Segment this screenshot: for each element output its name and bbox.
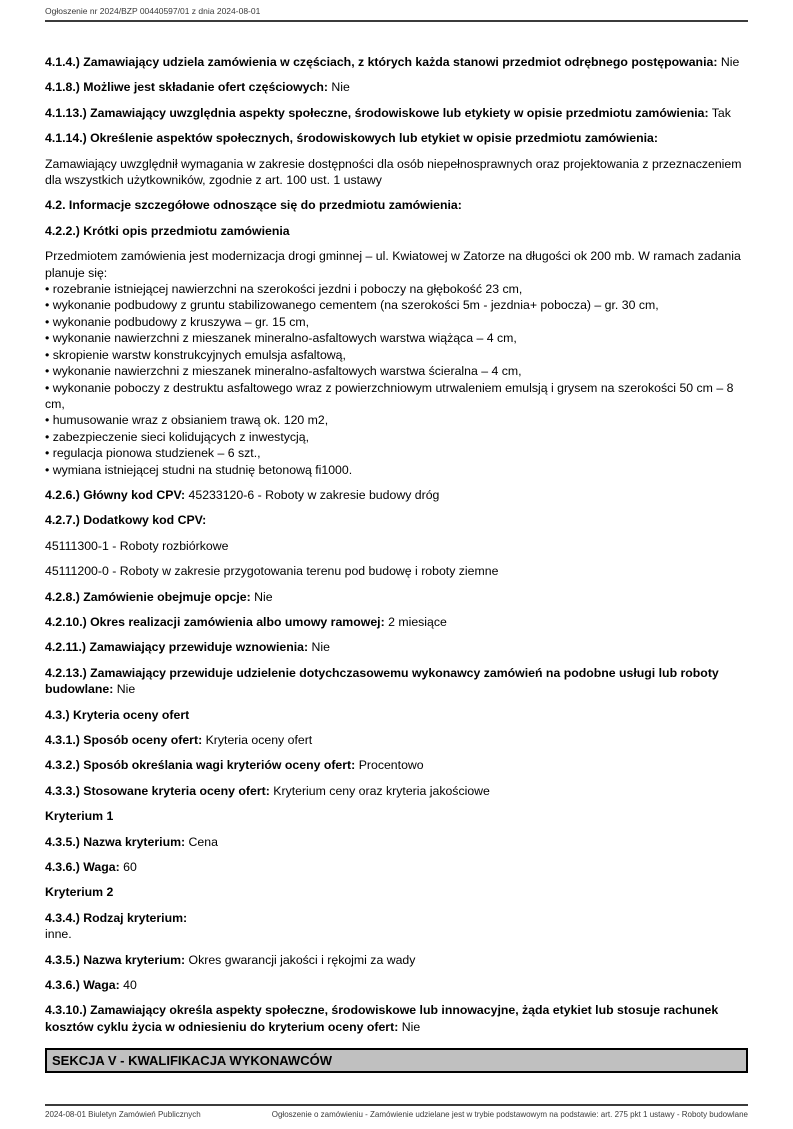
heading-4-2-2	[45, 223, 748, 239]
field-label: 4.2.6.) Główny kod CPV:	[45, 487, 186, 502]
field-4-2-8	[45, 589, 748, 605]
field-value: Okres gwarancji jakości i rękojmi za wady	[188, 952, 416, 967]
field-4-2-11	[45, 639, 748, 655]
field-value: 60	[123, 860, 137, 875]
field-label: 4.1.13.) Zamawiający uwzględnia aspekty społeczne, środowiskowe lub etykiety w opisie przedmiotu zamówienia:	[45, 105, 709, 120]
footer-announcement-type: Ogłoszenie o zamówieniu - Zamówienie udzielane jest w trybie podstawowym na podstawie: art. 275 pkt 1 ustawy - Roboty budowlane	[271, 1110, 748, 1119]
field-value: inne.	[45, 927, 72, 942]
field-label: 4.3.4.) Rodzaj kryterium:	[45, 910, 188, 925]
field-value: 40	[123, 978, 137, 993]
document-body	[45, 22, 748, 1073]
field-value: 45233120-6 - Roboty w zakresie budowy dróg	[188, 487, 440, 502]
field-label: 4.2.11.) Zamawiający przewiduje wznowienia:	[45, 640, 309, 655]
field-4-3-6-k2	[45, 977, 748, 993]
paragraph-text: Zamawiający uwzględnił wymagania w zakresie dostępności dla osób niepełnosprawnych oraz projektowania z przeznaczeniem dla wszystkich użytkowników, zgodnie z art. 100 ust. 1 ustawy	[45, 156, 742, 188]
field-label: 4.2.7.) Dodatkowy kod CPV:	[45, 513, 207, 528]
field-label: 4.3.3.) Stosowane kryteria oceny ofert:	[45, 783, 270, 798]
field-value: Procentowo	[358, 758, 424, 773]
field-value: Kryteria oceny ofert	[205, 733, 313, 747]
field-label: 4.3.1.) Sposób oceny ofert:	[45, 733, 203, 747]
section-header-sekcja-v: SEKCJA V - KWALIFIKACJA WYKONAWCÓW	[45, 1048, 748, 1073]
field-4-3-1	[45, 732, 748, 748]
description-line: • wykonanie podbudowy z gruntu stabilizowanego cementem (na szerokości 5m - jezdnia+ pobocza) – gr. 30 cm,	[45, 298, 659, 313]
field-label: 4.1.4.) Zamawiający udziela zamówienia w częściach, z których każda stanowi przedmiot odrębnego postępowania:	[45, 55, 718, 69]
field-value: Nie	[254, 589, 273, 604]
field-4-3-2	[45, 757, 748, 773]
field-label: Kryterium 1	[45, 809, 114, 824]
footer-bulletin-date: 2024-08-01 Biuletyn Zamówień Publicznych	[45, 1110, 201, 1119]
description-line: Przedmiotem zamówienia jest modernizacja drogi gminnej – ul. Kwiatowej w Zatorze na długości ok 200 mb. W ramach zadania planuje się:	[45, 249, 741, 280]
field-value: Cena	[188, 834, 218, 849]
description-line: • zabezpieczenie sieci kolidujących z inwestycją,	[45, 429, 310, 444]
field-4-3-4-k2	[45, 910, 748, 943]
field-4-3-10	[45, 1002, 748, 1035]
field-value: Tak	[711, 105, 731, 120]
field-value: Kryterium ceny oraz kryteria jakościowe	[273, 783, 490, 798]
field-label: 4.3.10.) Zamawiający określa aspekty społeczne, środowiskowe lub innowacyjne, żąda etykiet lub stosuje rachunek kosztów cyklu życia w odniesieniu do kryterium oceny ofert:	[45, 1003, 719, 1034]
field-label: 4.2. Informacje szczegółowe odnoszące się do przedmiotu zamówienia:	[45, 198, 462, 213]
field-label: 4.2.8.) Zamówienie obejmuje opcje:	[45, 589, 251, 604]
field-value: Nie	[401, 1019, 421, 1034]
field-label: 4.1.14.) Określenie aspektów społecznych, środowiskowych lub etykiet w opisie przedmiotu zamówienia:	[45, 131, 658, 146]
field-4-3-6-k1	[45, 859, 748, 875]
field-label: 4.3.5.) Nazwa kryterium:	[45, 952, 186, 967]
field-4-3-5-k1	[45, 834, 748, 850]
paragraph-text: 45111300-1 - Roboty rozbiórkowe	[45, 538, 229, 553]
description-line: • skropienie warstw konstrukcyjnych emulsja asfaltową,	[45, 347, 346, 362]
field-label: 4.3.) Kryteria oceny ofert	[45, 707, 190, 722]
heading-4-2-7	[45, 512, 748, 528]
field-value: 2 miesiące	[388, 614, 447, 629]
description-line: • wykonanie nawierzchni z mieszanek mineralno-asfaltowych warstwa ścieralna – 4 cm,	[45, 364, 522, 379]
field-4-1-4	[45, 54, 748, 70]
field-4-3-5-k2	[45, 952, 748, 968]
field-4-2-6	[45, 487, 748, 503]
heading-kryterium-1	[45, 808, 748, 824]
description-line: • regulacja pionowa studzienek – 6 szt.,	[45, 446, 261, 461]
field-label: 4.2.10.) Okres realizacji zamówienia albo umowy ramowej:	[45, 614, 385, 629]
field-label: 4.3.6.) Waga:	[45, 860, 120, 875]
document-footer	[45, 1104, 748, 1119]
field-label: 4.3.5.) Nazwa kryterium:	[45, 834, 186, 849]
description-line: • wykonanie podbudowy z kruszywa – gr. 15 cm,	[45, 314, 310, 329]
heading-4-1-14	[45, 130, 748, 146]
field-label: Kryterium 2	[45, 885, 114, 900]
description-line: • wymiana istniejącej studni na studnię betonową fi1000.	[45, 462, 353, 477]
description-line: • wykonanie nawierzchni z mieszanek mineralno-asfaltowych warstwa wiążąca – 4 cm,	[45, 331, 517, 346]
field-label: 4.2.13.) Zamawiający przewiduje udzielenie dotychczasowemu wykonawcy zamówień na podobne usługi lub roboty budowlane:	[45, 665, 719, 697]
accessibility-note	[45, 156, 748, 189]
field-label: 4.3.6.) Waga:	[45, 978, 120, 993]
field-4-3-3	[45, 783, 748, 799]
heading-4-2	[45, 197, 748, 213]
field-value: Nie	[720, 55, 740, 69]
description-line: • rozebranie istniejącej nawierzchni na szerokości jezdni i poboczy na głębokość 23 cm,	[45, 282, 523, 297]
field-value: Nie	[116, 682, 136, 697]
short-description	[45, 248, 748, 478]
field-value: Nie	[331, 80, 350, 95]
field-value: Nie	[311, 640, 330, 655]
cpv-code-additional-2	[45, 563, 748, 579]
field-label: 4.2.2.) Krótki opis przedmiotu zamówienia	[45, 223, 290, 238]
description-line: • wykonanie poboczy z destruktu asfaltowego wraz z powierzchniowym utrwaleniem emulsją i grysem na szerokości 50 cm – 8 cm,	[45, 380, 734, 411]
paragraph-text: 45111200-0 - Roboty w zakresie przygotowania terenu pod budowę i roboty ziemne	[45, 564, 499, 579]
description-line: • humusowanie wraz z obsianiem trawą ok. 120 m2,	[45, 413, 329, 428]
field-4-1-13	[45, 105, 748, 121]
field-4-1-8	[45, 79, 748, 95]
field-label: 4.3.2.) Sposób określania wagi kryteriów oceny ofert:	[45, 758, 356, 773]
field-4-2-13	[45, 665, 748, 698]
heading-4-3	[45, 707, 748, 723]
document-header	[45, 6, 748, 22]
announcement-number: Ogłoszenie nr 2024/BZP 00440597/01 z dnia 2024-08-01	[45, 6, 261, 16]
field-label: 4.1.8.) Możliwe jest składanie ofert częściowych:	[45, 80, 328, 95]
heading-kryterium-2	[45, 884, 748, 900]
cpv-code-additional-1	[45, 538, 748, 554]
field-4-2-10	[45, 614, 748, 630]
